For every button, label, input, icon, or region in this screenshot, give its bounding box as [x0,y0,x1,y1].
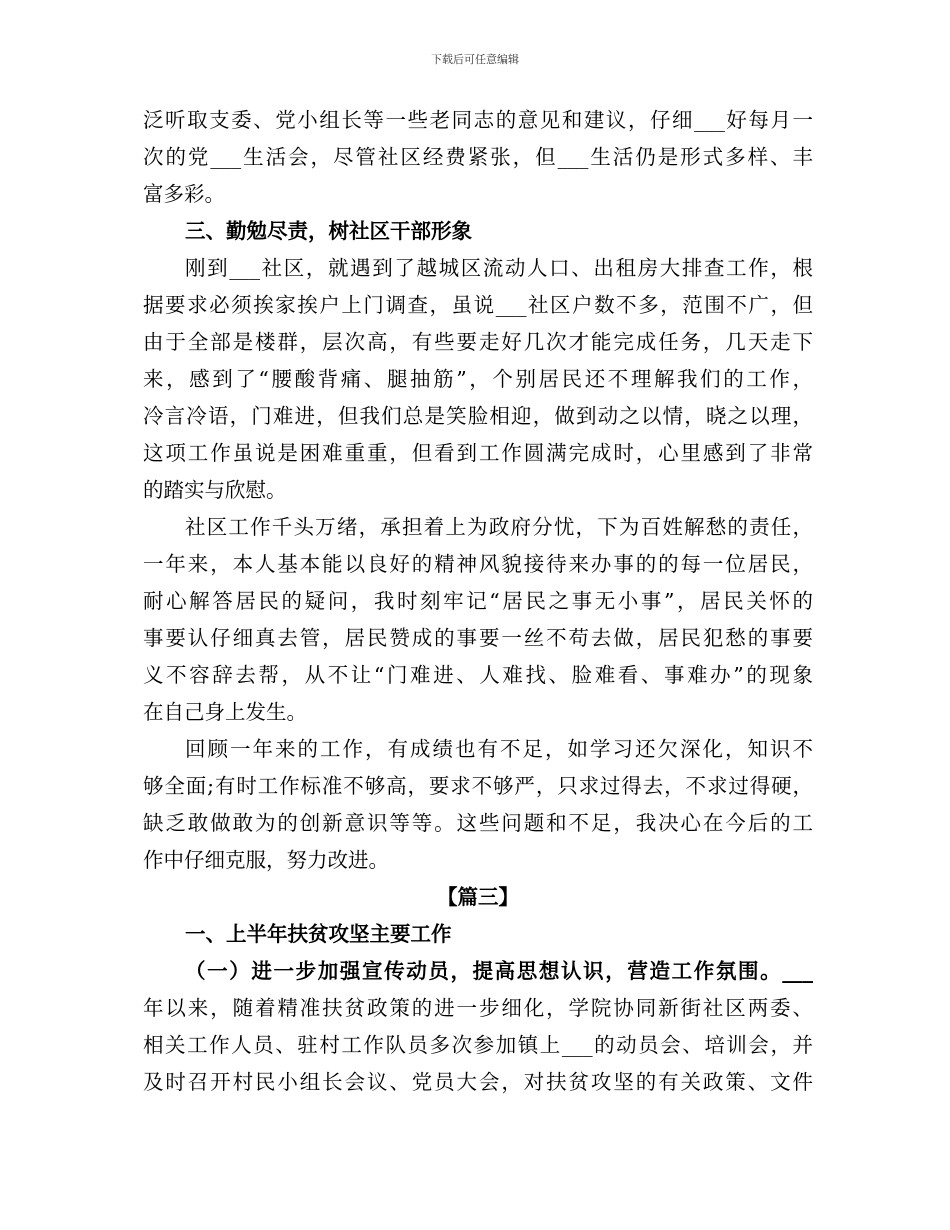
paragraph-line: 由于全部是楼群，层次高，有些要走好几次才能完成任务，几天走下 [143,330,813,354]
paragraph-line: 泛听取支委、党小组长等一些老同志的意见和建议，仔细___好每月一 [143,108,813,132]
paragraph-line: 据要求必须挨家挨户上门调查，虽说___社区户数不多，范围不广，但 [143,293,813,317]
paragraph-line: 缺乏敢做敢为的创新意识等等。这些问题和不足，我决心在今后的工 [143,811,813,835]
paragraph-line: 相关工作人员、驻村工作队员多次参加镇上___的动员会、培训会，并 [143,1033,813,1057]
paragraph-line: 次的党___生活会，尽管社区经费紧张，但___生活仍是形式多样、丰 [143,145,813,169]
document-body [143,102,813,1101]
paragraph-line: 社区工作千头万绪，承担着上为政府分忧，下为百姓解愁的责任， [185,515,813,539]
paragraph-line: 事要认仔细真去管，居民赞成的事要一丝不苟去做，居民犯愁的事要 [143,626,813,650]
page-header: 下载后可任意编辑 [431,53,519,66]
paragraph-line: 在自己身上发生。 [143,700,307,724]
section-heading: 三、勤勉尽责，树社区干部形象 [185,219,472,243]
paragraph-line: 来，感到了“腰酸背痛、腿抽筋”，个别居民还不理解我们的工作， [143,367,813,391]
paragraph-line: 年以来，随着精准扶贫政策的进一步细化，学院协同新街社区两委、 [143,996,813,1020]
paragraph-line: 的踏实与欣慰。 [143,478,287,502]
paragraph-line: 回顾一年来的工作，有成绩也有不足，如学习还欠深化，知识不 [185,737,813,761]
paragraph-line: 这项工作虽说是困难重重，但看到工作圆满完成时，心里感到了非常 [143,441,813,465]
paragraph-line: 够全面;有时工作标准不够高，要求不够严，只求过得去，不求过得硬， [143,774,813,798]
part-title: 【篇三】 [437,885,519,909]
paragraph-line: 及时召开村民小组长会议、党员大会，对扶贫攻坚的有关政策、文件 [143,1070,813,1094]
paragraph-line: 富多彩。 [143,182,225,206]
paragraph-line: 一年来，本人基本能以良好的精神风貌接待来办事的的每一位居民， [143,552,813,576]
paragraph-line: 作中仔细克服，努力改进。 [143,848,389,872]
section-heading: 一、上半年扶贫攻坚主要工作 [185,922,452,946]
paragraph-line: 义不容辞去帮，从不让“门难进、人难找、脸难看、事难办”的现象 [143,663,813,687]
paragraph-line: 刚到___社区，就遇到了越城区流动人口、出租房大排查工作，根 [185,256,813,280]
paragraph-line: 冷言冷语，门难进，但我们总是笑脸相迎，做到动之以情，晓之以理， [143,404,813,428]
paragraph-line: 耐心解答居民的疑问，我时刻牢记“居民之事无小事”，居民关怀的 [143,589,813,613]
subsection-heading: （一）进一步加强宣传动员，提高思想认识，营造工作氛围。___ [185,959,813,983]
